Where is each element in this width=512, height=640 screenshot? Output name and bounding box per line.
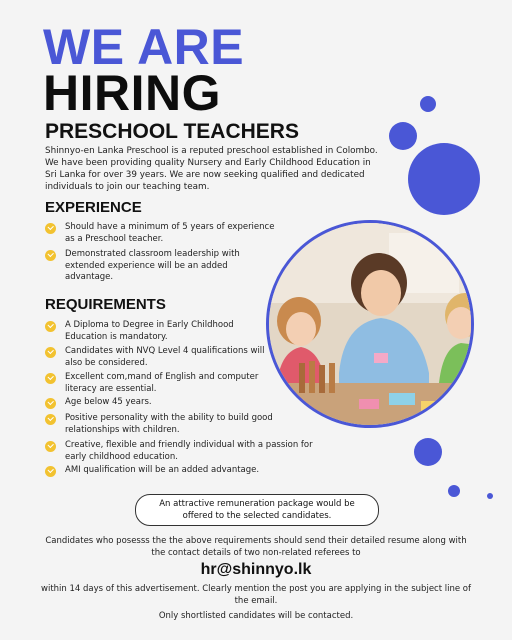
check-icon xyxy=(45,466,56,477)
experience-item: Demonstrated classroom leadership with extended experience will be an added advantage. xyxy=(45,249,275,284)
position-title: PRESCHOOL TEACHERS xyxy=(45,120,299,143)
remuneration-text: An attractive remuneration package would be offered to the selected candidates. xyxy=(159,499,355,521)
requirement-item: Positive personality with the ability to build good relationships with children. xyxy=(45,413,275,436)
requirement-item: Creative, flexible and friendly individual with a passion for early childhood education. xyxy=(45,440,335,463)
check-icon xyxy=(45,373,56,384)
requirement-item: Excellent com,mand of English and computer literacy are essential. xyxy=(45,372,275,395)
teacher-children-photo xyxy=(266,220,474,428)
check-icon xyxy=(45,398,56,409)
check-icon xyxy=(45,414,56,425)
decor-circle-bottom-small xyxy=(448,485,460,497)
shortlist-note: Only shortlisted candidates will be contacted. xyxy=(158,611,354,621)
check-icon xyxy=(45,321,56,332)
experience-heading: EXPERIENCE xyxy=(45,199,142,216)
check-icon xyxy=(45,347,56,358)
intro-paragraph: Shinnyo-en Lanka Preschool is a reputed preschool established in Colombo. We have been providing quality Nursery and Early Childhood Education in Sri Lanka for over 39 years. We are now seeking qualified and dedicated individuals to join our teaching team. xyxy=(45,146,378,192)
requirement-item: A Diploma to Degree in Early Childhood Education is mandatory. xyxy=(45,320,275,343)
requirement-item: AMI qualification will be an added advantage. xyxy=(45,465,335,477)
decor-circle-small-top xyxy=(420,96,436,112)
check-icon xyxy=(45,441,56,452)
headline-hiring: HIRING xyxy=(43,65,221,121)
apply-instructions: Candidates who posesss the the above requirements should send their detailed resume along with the contact details of two non-related referees to xyxy=(45,536,467,558)
experience-item: Should have a minimum of 5 years of experience as a Preschool teacher. xyxy=(45,222,275,245)
requirement-item: Age below 45 years. xyxy=(45,397,275,409)
apply-deadline: within 14 days of this advertisement. Clearly mention the post you are applying in the subject line of the email. xyxy=(41,584,471,606)
decor-circle-bottom-tiny xyxy=(487,493,493,499)
decor-circle-large xyxy=(408,143,480,215)
decor-circle-bottom-large xyxy=(414,438,442,466)
headline-we-are: WE ARE xyxy=(43,19,245,75)
requirements-heading: REQUIREMENTS xyxy=(45,296,166,313)
decor-circle-medium-top xyxy=(389,122,417,150)
check-icon xyxy=(45,223,56,234)
remuneration-box xyxy=(135,494,379,526)
check-icon xyxy=(45,250,56,261)
apply-email[interactable]: hr@shinnyo.lk xyxy=(200,561,312,578)
requirement-item: Candidates with NVQ Level 4 qualifications will also be considered. xyxy=(45,346,275,369)
